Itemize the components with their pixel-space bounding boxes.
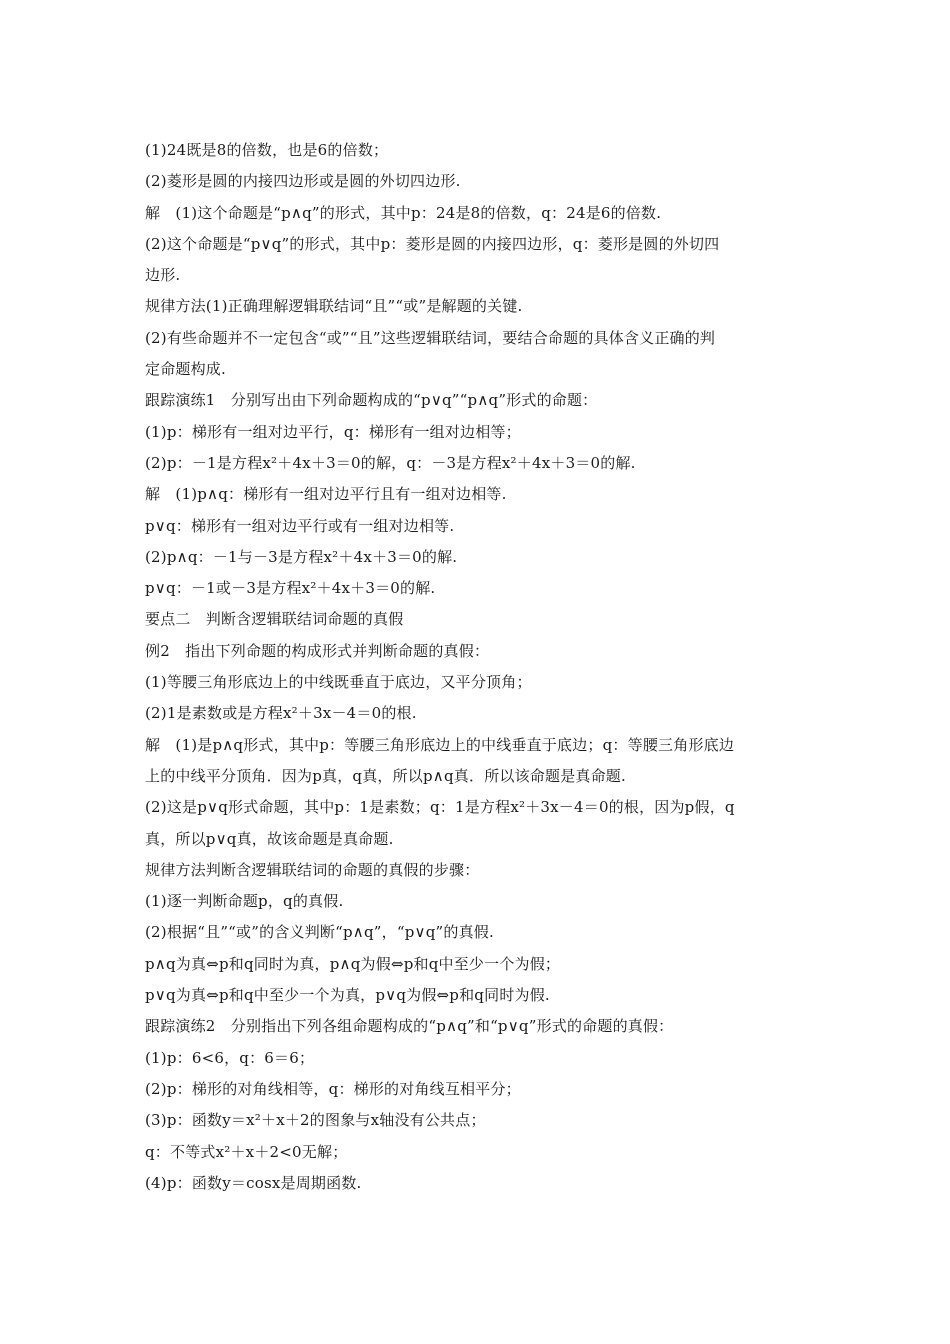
exercise-heading: 跟踪演练2 分别指出下列各组命题构成的“p∧q”和“p∨q”形式的命题的真假： [145, 1017, 674, 1036]
solution-line: 上的中线平分顶角．因为p真，q真，所以p∧q真．所以该命题是真命题. [145, 766, 626, 785]
solution-line: (2)这个命题是“p∨q”的形式，其中p：菱形是圆的内接四边形，q：菱形是圆的外切四 [145, 234, 720, 253]
method-note: (1)逐一判断命题p，q的真假. [145, 892, 344, 911]
solution-line: p∨q：梯形有一组对边平行或有一组对边相等. [145, 516, 455, 535]
method-note: 规律方法判断含逻辑联结词的命题的真假的步骤： [145, 860, 480, 879]
exercise-heading: 跟踪演练1 分别写出由下列命题构成的“p∨q”“p∧q”形式的命题： [145, 391, 598, 410]
method-note: p∨q为真⇔p和q中至少一个为真，p∨q为假⇔p和q同时为假. [145, 986, 550, 1005]
solution-line: 解 (1)是p∧q形式，其中p：等腰三角形底边上的中线垂直于底边；q：等腰三角形底边 [145, 735, 735, 754]
example-heading: 例2 指出下列命题的构成形式并判断命题的真假： [145, 641, 490, 660]
exercise-item: (2)p：梯形的对角线相等，q：梯形的对角线互相平分； [145, 1079, 521, 1098]
method-note: p∧q为真⇔p和q同时为真，p∧q为假⇔p和q中至少一个为假； [145, 954, 561, 973]
exercise-item: (1)p：梯形有一组对边平行，q：梯形有一组对边相等； [145, 422, 521, 441]
method-note: 定命题构成. [145, 360, 226, 379]
solution-line: 解 (1)p∧q：梯形有一组对边平行且有一组对边相等. [145, 485, 507, 504]
document-page [145, 135, 815, 1199]
example-item: (2)1是素数或是方程x²＋3x－4＝0的根. [145, 704, 417, 723]
exercise-item: q：不等式x²＋x＋2<0无解； [145, 1142, 348, 1161]
solution-line: 解 (1)这个命题是“p∧q”的形式，其中p：24是8的倍数，q：24是6的倍数. [145, 203, 662, 222]
method-note: (2)根据“且”“或”的含义判断“p∧q”，“p∨q”的真假. [145, 923, 494, 942]
method-note: 规律方法(1)正确理解逻辑联结词“且”“或”是解题的关键. [145, 297, 523, 316]
solution-line: (2)p∧q：－1与－3是方程x²＋4x＋3＝0的解. [145, 547, 458, 566]
example-item: (1)等腰三角形底边上的中线既垂直于底边，又平分顶角； [145, 673, 532, 692]
exercise-item: (1)p：6<6，q：6＝6； [145, 1048, 315, 1067]
solution-line: (2)这是p∨q形式命题，其中p：1是素数；q：1是方程x²＋3x－4＝0的根，因为p假，q [145, 798, 735, 817]
section-heading: 要点二 判断含逻辑联结词命题的真假 [145, 610, 404, 629]
solution-line: 边形. [145, 266, 181, 285]
exercise-item: (3)p：函数y＝x²＋x＋2的图象与x轴没有公共点； [145, 1111, 486, 1130]
text-line: (2)菱形是圆的内接四边形或是圆的外切四边形. [145, 172, 461, 191]
solution-line: p∨q：－1或－3是方程x²＋4x＋3＝0的解. [145, 579, 436, 598]
exercise-item: (4)p：函数y＝cosx是周期函数. [145, 1173, 362, 1192]
solution-line: 真，所以p∨q真，故该命题是真命题. [145, 829, 394, 848]
text-line: (1)24既是8的倍数，也是6的倍数； [145, 141, 389, 159]
exercise-item: (2)p：－1是方程x²＋4x＋3＝0的解，q：－3是方程x²＋4x＋3＝0的解. [145, 453, 636, 472]
method-note: (2)有些命题并不一定包含“或”“且”这些逻辑联结词，要结合命题的具体含义正确的判 [145, 328, 716, 347]
